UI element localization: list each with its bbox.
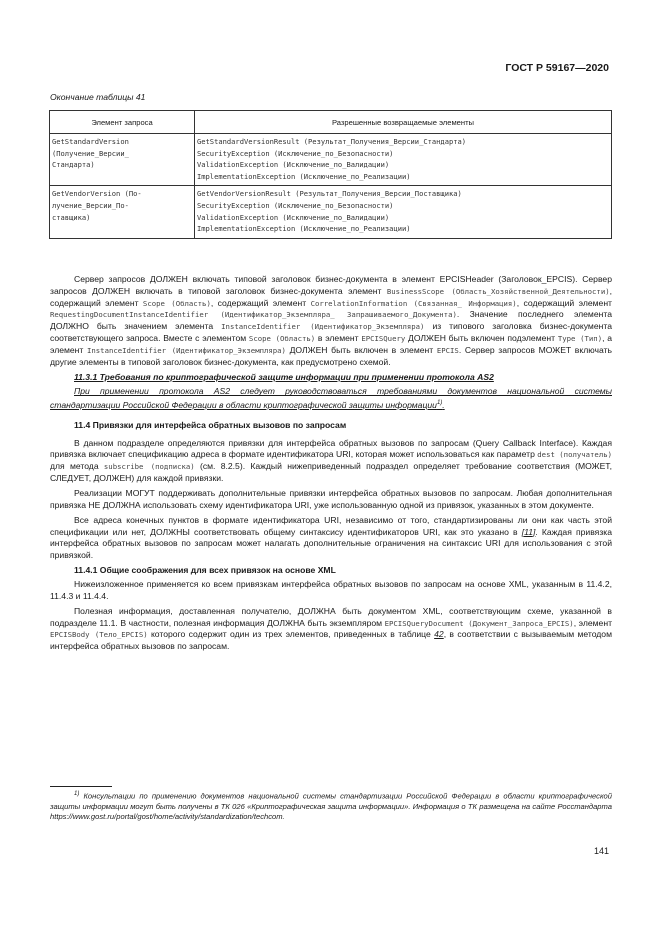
text-run: для метода [50,461,104,472]
code-term: InstanceIdentifier (Идентификатор_Экземпляра) [87,345,286,355]
text-run: ДОЛЖЕН быть включен в элемент [285,344,437,355]
footnote-text: Консультации по применению документов национальной системы стандартизации Российской Федерации в области криптографической защиты информации могут быть получены в ТК 026 «Криптографическая защита информации». Информация о ТК размещена на сайте Росстандарта https://www.gost.ru/portal/gost/home/activity/standardization/techcom. [50,791,612,822]
text-run: , в соответствии с вызываемым методом интерфейса обратных вызовов по запросам. [50,629,612,652]
paragraph-uri-syntax [50,515,612,562]
cell-line: SecurityException (Исключение_по_Безопасности) [197,148,394,158]
column-header-returned: Разрешенные возвращаемые элементы [195,111,612,134]
section-heading-11-3-1: 11.3.1 Требования по криптографической защите информации при применении протокола AS2 [74,371,494,382]
code-term: CorrelationInformation (Связанная_ Информация) [310,298,517,308]
text-run: в элемент [315,332,362,343]
text-run: Все адреса конечных пунктов в формате идентификатора URI, независимо от того, стандартизированы ли они как часть этой спецификации или нет, ДОЛЖНЫ соответствовать общему синтаксису идентификаторов URI, как это указано в [50,514,612,537]
cell-line: GetStandardVersion [52,137,129,146]
text-run: Полезная информация, доставленная получателю, ДОЛЖНА быть документом XML, соответствующим схеме, указанной в подразделе 11.1. В частности, полезная информация ДОЛЖНА быть экземпляром [50,605,612,628]
footnote-mark: 1) [74,791,80,797]
section-heading-11-4-1: 11.4.1 Общие соображения для всех привязок на основе XML [74,565,336,576]
cell-line: ставщика) [52,212,91,222]
text-run: ДОЛЖЕН быть включен подэлемент [405,332,558,343]
table-reference-link[interactable]: 42 [434,629,444,640]
cell-line: GetStandardVersionResult (Результат_Получения_Версии_Стандарта) [197,137,467,146]
reference-link[interactable]: [11] [521,526,536,537]
returned-cell [195,134,612,186]
text-run: , содержащий элемент [50,285,612,308]
text-run: При применении протокола AS2 следует руководствоваться требованиями документов национальной системы стандартизации Российской Федерации в области криптографической защиты информации [50,386,612,411]
cell-line: GetVendorVersion (По- [52,189,142,199]
text-run: , элемент [573,617,613,628]
page-number: 141 [593,846,609,856]
code-term: EPCISQuery [361,333,406,343]
table-caption: Окончание таблицы 41 [50,92,146,102]
cell-line: Стандарта) [52,160,95,170]
code-term: dest (получатель) [537,450,613,460]
cell-line: GetVendorVersionResult (Результат_Получения_Версии_Поставщика) [197,189,462,199]
text-run: , содержащий элемент [516,297,612,308]
paragraph-header-requirements [50,274,612,368]
request-elements-table [49,110,612,239]
paragraph-as2-crypto: При применении протокола AS2 следует руководствоваться требованиями документов национальной системы стандартизации Российской Федерации в области криптографической защиты информации$^{1)}$. [50,386,612,411]
table-header-row [50,111,612,134]
request-cell [50,134,195,186]
cell-line: ValidationException (Исключение_по_Валидации) [197,212,390,222]
cell-line: (Получение_Версии_ [52,148,129,158]
text-run: . Сервер запросов МОЖЕТ включать другие элементы в типовой заголовок бизнес-документа, как предусмотрено схемой. [50,344,612,367]
cell-line: ValidationException (Исключение_по_Валидации) [197,160,390,170]
footnote-separator [50,786,112,787]
code-term: BusinessScope (Область_Хозяйственной_Деятельности) [386,286,610,296]
footnote [50,789,612,823]
paragraph-bindings-intro [50,438,612,485]
code-term: EPCIS [436,345,459,355]
cell-line: SecurityException (Исключение_по_Безопасности) [197,200,394,210]
paragraph-xml-payload [50,606,612,653]
text-run: (см. 8.2.5). Каждый нижеприведенный подраздел определяет требование соответствия (МОЖЕТ, СЛЕДУЕТ, ДОЛЖЕН) для каждой привязки. [50,461,612,483]
code-term: Type (Тип) [557,333,603,343]
paragraph-xml-scope: Нижеизложенное применяется ко всем привязкам интерфейса обратных вызовов по запросам на основе XML, указанным в 11.4.2, 11.4.3 и 11.4.4. [50,578,612,601]
cell-line: ImplementationException (Исключение_по_Реализации) [197,171,411,181]
document-body [50,274,612,656]
cell-line: лучение_Версии_По- [52,200,129,210]
text-run: Сервер запросов ДОЛЖЕН включать типовой заголовок бизнес-документа в элемент EPCISHeader (Заголовок_EPCIS). Сервер запросов ДОЛЖЕН включать в типовой заголовок бизнес-документа элемент [50,274,612,296]
code-term: Scope (Область) [142,298,211,308]
text-run: . Значение последнего элемента ДОЛЖНО быть значением элемента [50,309,612,332]
returned-cell [195,186,612,238]
text-run: В данном подразделе определяются привязки для интерфейса обратных вызовов по запросам (Query Callback Interface). Каждая привязка включает спецификацию адреса в формате идентификатора URI, которая может использоваться как параметр [50,437,612,460]
code-term: InstanceIdentifier (Идентификатор_Экземпляра) [221,322,425,332]
code-term: Scope (Область) [248,333,316,343]
column-header-request: Элемент запроса [50,111,195,134]
cell-line: ImplementationException (Исключение_по_Реализации) [197,224,411,234]
code-term: EPCISQueryDocument (Документ_Запроса_EPCIS) [384,618,574,628]
text-run: , содержащий элемент [210,297,311,308]
code-term: subscribe (подписка) [103,462,195,472]
paragraph-additional-bindings: Реализации МОГУТ поддерживать дополнительные привязки интерфейса обратных вызовов по запросам. Любая дополнительная привязка НЕ ДОЛЖНА использовать схему идентификатора URI, уже использованную одной из привязок, указанных в этом документе. [50,487,612,510]
text-run: из типового заголовка бизнес-документа соответствующего запроса. Вместе с элементом [50,321,612,343]
standard-designation: ГОСТ Р 59167—2020 [505,62,609,74]
text-run: . Каждая привязка интерфейса обратных вызовов по запросам может налагать дополнительные ограничения на синтаксис URI для использования с этой привязкой. [50,526,612,561]
section-heading-11-4: 11.4 Привязки для интерфейса обратных вызовов по запросам [74,419,347,430]
text-run: которого содержит один из трех элементов, приведенных в таблице [147,629,435,640]
code-term: RequestingDocumentInstanceIdentifier (Идентификатор_Экземпляра_ Запрашиваемого_Документа) [50,310,457,320]
footnote-reference[interactable]: 1) [436,400,443,407]
table-row [50,134,612,186]
request-cell [50,186,195,238]
text-run: , а элемент [50,332,613,355]
code-term: EPCISBody (Тело_EPCIS) [50,630,148,640]
table-row [50,186,612,238]
